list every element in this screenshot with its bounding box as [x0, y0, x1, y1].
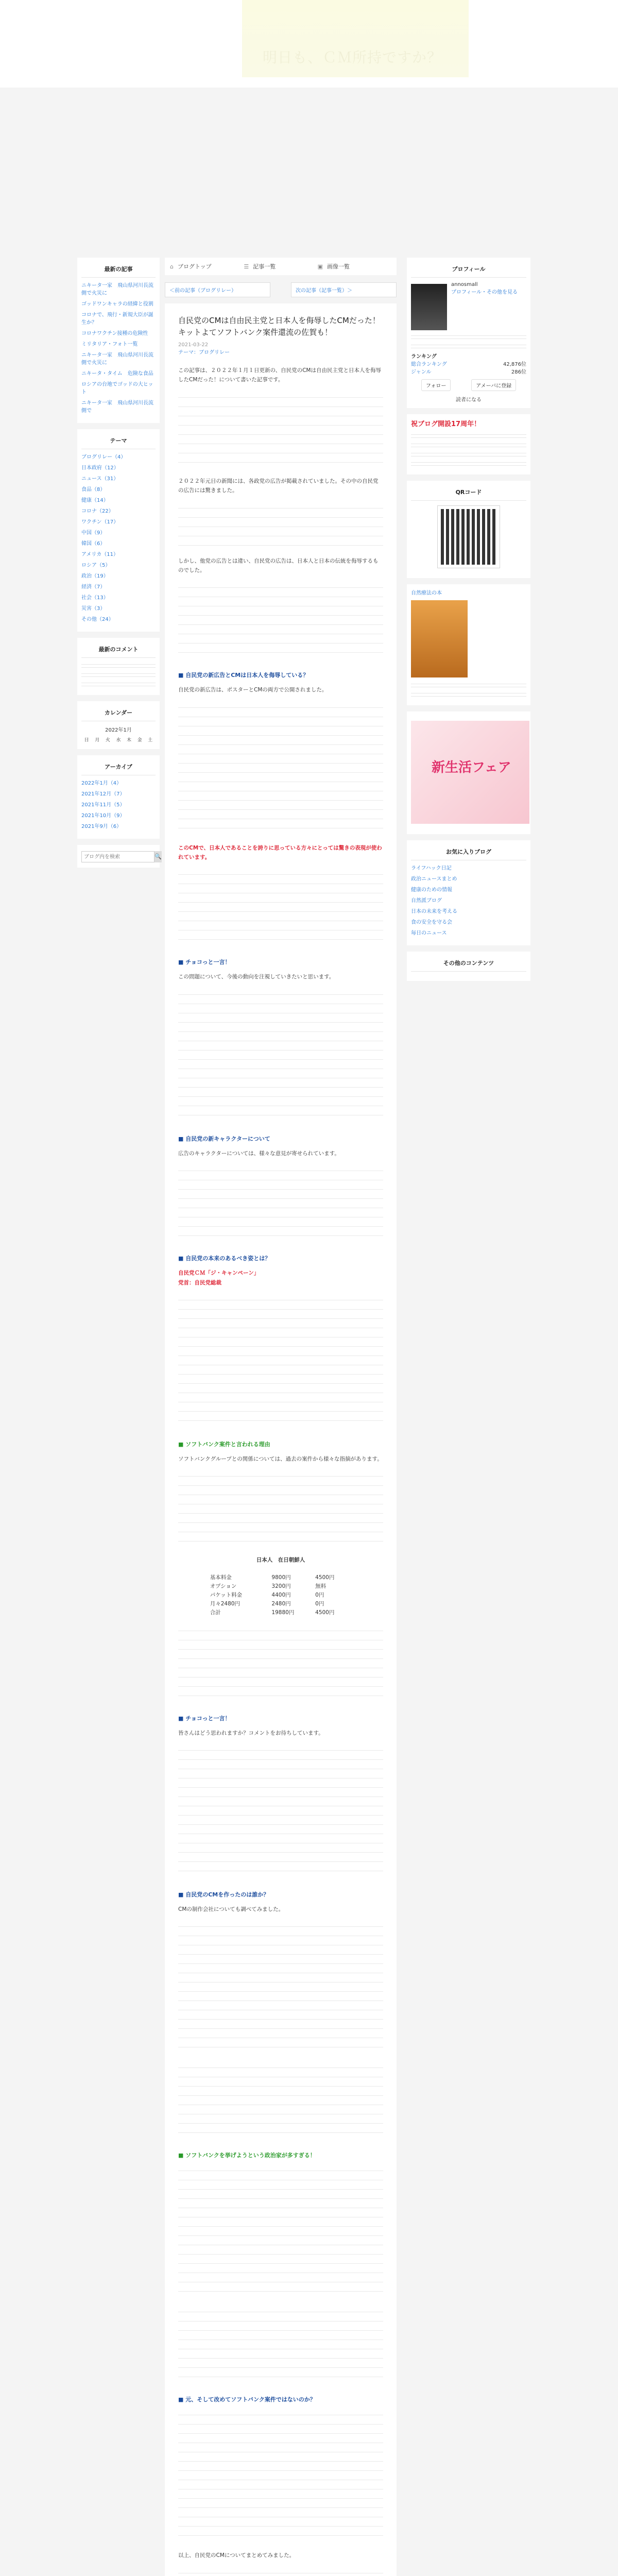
profile-name[interactable]: annosmall	[451, 282, 478, 287]
theme-link[interactable]: その他（24）	[81, 617, 114, 622]
main-column	[165, 258, 397, 2576]
favorite-blog-link[interactable]: 食の安全を守る会	[411, 920, 452, 925]
rank-total-row	[411, 360, 526, 367]
announcement-text	[411, 432, 526, 438]
blog-nav	[165, 258, 397, 275]
rank-genre-row	[411, 367, 526, 375]
section-heading: ■ チョコっと一言！	[178, 1715, 231, 1722]
cal-day-header: 金	[137, 738, 142, 743]
theme-link[interactable]: ロシア（5）	[81, 563, 111, 568]
theme-link[interactable]: 社会（13）	[81, 595, 109, 601]
recent-article-link[interactable]: ミリタリア・フォト一覧	[81, 342, 138, 347]
ad-box	[407, 711, 530, 834]
paragraph-block	[178, 392, 383, 469]
theme-link[interactable]: 中国（9）	[81, 530, 106, 536]
calendar-month: 2022年1月	[105, 727, 132, 733]
ad-banner-text: 新生活フェア	[432, 760, 511, 775]
paragraph-block	[178, 2568, 383, 2576]
cal-day-header: 日	[84, 738, 89, 743]
paragraph-block	[178, 1471, 383, 1548]
blog-search	[81, 851, 162, 862]
theme-link[interactable]: 健康（14）	[81, 498, 109, 503]
ranking-heading: ランキング	[411, 354, 437, 360]
paragraph: 自民党の新広告は、ポスターとCMの両方で公開されました。	[178, 687, 328, 693]
paragraph-block	[178, 503, 383, 549]
follow-button[interactable]: フォロー	[421, 379, 451, 391]
quote-block: 自民党ＣＭ「ジ・キャンペーン」 党首：自民党総裁	[178, 1270, 260, 1286]
book-box	[407, 584, 530, 705]
article-meta	[178, 342, 383, 355]
search-input[interactable]	[81, 851, 154, 862]
site-header	[0, 0, 618, 88]
profile-link[interactable]: プロフィール・その他を見る	[451, 290, 518, 295]
archive-link[interactable]: 2021年12月（7）	[81, 791, 125, 797]
right-sidebar	[407, 258, 530, 987]
paragraph-block	[178, 2307, 383, 2384]
paragraph-block	[178, 869, 383, 946]
theme-link[interactable]: 食品（8）	[81, 487, 106, 493]
article-body	[165, 303, 397, 2576]
follow-row	[411, 379, 526, 391]
profile-row	[411, 282, 526, 333]
favorite-blog-link[interactable]: 政治ニュースまとめ	[411, 876, 457, 882]
favorite-blog-link[interactable]: 毎日のニュース	[411, 930, 447, 936]
theme-link[interactable]: ブログリレー（4）	[81, 454, 126, 460]
theme-link[interactable]: 韓国（6）	[81, 541, 106, 547]
favorite-blog-link[interactable]: 日本の未来を考える	[411, 909, 457, 914]
section-heading: ■ ソフトバンクを挙げようという政治家が多すぎる！	[178, 2152, 316, 2159]
announcement-text	[411, 460, 526, 466]
calendar-table	[81, 735, 156, 744]
other-content-box	[407, 952, 530, 981]
paragraph: 以上、自民党のCMについてまとめてみました。	[178, 2552, 295, 2559]
paragraph: この問題について、今後の動向を注視していきたいと思います。	[178, 974, 335, 980]
article-theme[interactable]: テーマ：ブログリレー	[178, 350, 230, 355]
book-heading[interactable]: 自然療法の本	[411, 590, 442, 596]
table-row: 月々2480円 2480円 0円	[210, 1600, 324, 1607]
announcement-text	[411, 451, 526, 457]
calendar-heading: カレンダー	[81, 705, 156, 721]
paragraph: 皆さんはどう思われますか？コメントをお待ちしています。	[178, 1730, 324, 1736]
book-cover[interactable]	[411, 600, 468, 677]
paragraph: この記事は、２０２２年１月１日更新の、自民党のCMは自由民主党と日本人を侮辱したCMだった！について書いた記事です。	[178, 367, 381, 383]
theme-link[interactable]: 日本政府（12）	[81, 465, 119, 471]
paragraph-block	[178, 702, 383, 836]
archive-heading: アーカイブ	[81, 759, 156, 775]
theme-box	[77, 429, 160, 632]
recent-article-link[interactable]: ロシアの台地でゴッドの大ヒット	[81, 382, 153, 395]
qr-heading: QRコード	[411, 485, 526, 501]
rank-genre-label[interactable]: ジャンル	[411, 369, 432, 375]
rank-genre-value: 286位	[511, 369, 526, 375]
announcement-text	[411, 442, 526, 448]
nav-image-list[interactable]: ▣ 画像一覧	[317, 263, 350, 270]
book-text	[411, 682, 526, 688]
recent-article-link[interactable]: ニキータ一家 飛山県河川長流側で	[81, 400, 153, 414]
nav-article-list[interactable]: ☰ 記事一覧	[244, 263, 276, 270]
paragraph: しかし、他党の広告とは違い、自民党の広告は、日本人と日本の伝統を侮辱するものでした。	[178, 557, 379, 573]
paragraph: CMの制作会社についても調べてみました。	[178, 1906, 284, 1912]
article-pager	[165, 282, 397, 297]
table-row: オプション 3200円 無料	[210, 1583, 327, 1589]
qr-box	[407, 481, 530, 578]
article-title: 自民党のCMは自由民主党と日本人を侮辱したCMだった！キットよてソフトバンク案件還流の佐賀も！	[178, 316, 380, 337]
theme-link[interactable]: ニュース（31）	[81, 476, 119, 482]
recent-articles-heading: 最新の記事	[81, 262, 156, 278]
comment-text	[81, 681, 156, 687]
prev-article-link[interactable]: ＜前の記事（ブログリレー）	[165, 282, 270, 297]
profile-text	[411, 343, 526, 349]
recent-article-link[interactable]: ニキータ一家 飛山県河川長流側で火災に	[81, 283, 153, 296]
paragraph-block	[178, 2062, 383, 2140]
archive-link[interactable]: 2021年10月（9）	[81, 813, 125, 819]
cal-day-header: 土	[148, 738, 153, 743]
paragraph-block	[178, 1295, 383, 1429]
left-sidebar	[77, 258, 160, 874]
favorite-blog-link[interactable]: ライフハック日記	[411, 866, 452, 871]
avatar[interactable]	[411, 284, 447, 330]
other-content-heading: その他のコンテンツ	[411, 956, 526, 972]
paragraph-block	[178, 1745, 383, 1879]
comments-box	[77, 638, 160, 695]
rank-total-value: 42,876位	[503, 362, 526, 367]
favorite-blogs-box	[407, 840, 530, 945]
article-date: 2021-03-22	[178, 342, 209, 348]
qr-code	[438, 506, 500, 568]
section-heading: ■ 自民党の新キャラクターについて	[178, 1135, 270, 1142]
search-box	[77, 845, 160, 868]
cal-day-header: 木	[127, 738, 132, 743]
favorite-blog-link[interactable]: 自然派ブログ	[411, 898, 442, 904]
price-table-title: 日本人 在日朝鮮人	[256, 1557, 305, 1564]
recent-article-link[interactable]: ニキータ・タイム 危険な食品	[81, 371, 153, 377]
profile-text	[411, 333, 526, 340]
paragraph-block	[178, 1165, 383, 1243]
anniversary-heading: 祝ブログ開設17周年！	[411, 420, 481, 428]
section-heading: ■ チョコっと一言！	[178, 959, 231, 966]
app-follow-button[interactable]: アメーバに登録	[471, 379, 516, 391]
theme-link[interactable]: 災害（3）	[81, 606, 106, 612]
cal-day-header: 火	[105, 738, 110, 743]
recent-article-link[interactable]: ニキータ一家 飛山県河川長流側で火災に	[81, 352, 153, 366]
archive-link[interactable]: 2021年11月（5）	[81, 802, 125, 808]
recent-article-link[interactable]: コロナワクチン接種の危険性	[81, 331, 148, 336]
highlight-paragraph: このCMで、日本人であることを誇りに思っている方々にとっては驚きの表現が使われています。	[178, 844, 382, 860]
theme-link[interactable]: アメリカ（11）	[81, 552, 119, 557]
profile-heading: プロフィール	[411, 262, 526, 278]
archive-box	[77, 755, 160, 839]
favorite-blogs-heading: お気に入りブログ	[411, 844, 526, 860]
archive-link[interactable]: 2021年9月（6）	[81, 824, 122, 829]
calendar-box	[77, 701, 160, 749]
price-table	[209, 1572, 353, 1617]
paragraph: ソフトバンクグループとの関係については、過去の案件から様々な指摘があります。	[178, 1455, 383, 1462]
image-icon: ▣	[317, 263, 323, 270]
cal-day-header: 月	[95, 738, 100, 743]
list-icon: ☰	[244, 263, 249, 270]
theme-link[interactable]: 政治（19）	[81, 573, 109, 579]
site-title[interactable]: 明日も、ＣＭ所持ですか？	[263, 49, 442, 66]
section-heading: ■ 自民党のCMを作ったのは誰か？	[178, 1891, 269, 1898]
theme-link[interactable]: ワクチン（17）	[81, 519, 119, 525]
book-text	[411, 691, 526, 697]
theme-link[interactable]: 経済（7）	[81, 584, 106, 590]
section-heading: ■ 元、そして改めてソフトバンク案件ではないのか？	[178, 2396, 316, 2403]
comment-text	[81, 662, 156, 668]
paragraph-block	[178, 2410, 383, 2544]
comments-heading: 最新のコメント	[81, 642, 156, 658]
theme-link[interactable]: コロナ（22）	[81, 509, 114, 514]
table-row: パケット料金 4400円 0円	[210, 1591, 324, 1598]
paragraph-block	[178, 1625, 383, 1703]
paragraph-block	[178, 2165, 383, 2299]
archive-link[interactable]: 2022年1月（4）	[81, 781, 122, 786]
cal-day-header: 水	[116, 738, 121, 743]
section-heading: ■ 自民党の本来のあるべき姿とは？	[178, 1255, 271, 1262]
recent-articles-box	[77, 258, 160, 423]
next-article-link[interactable]: 次の記事（記事一覧）＞	[291, 282, 397, 297]
home-icon: ⌂	[170, 263, 174, 270]
rank-total-label[interactable]: 総合ランキング	[411, 362, 447, 367]
reader-button[interactable]: 読者になる	[456, 397, 482, 403]
favorite-blog-link[interactable]: 健康のための情報	[411, 887, 452, 893]
paragraph-block	[178, 582, 383, 659]
section-heading: ■ 自民党の新広告とCMは日本人を侮辱している？	[178, 672, 309, 679]
paragraph: 広告のキャラクターについては、様々な意見が寄せられています。	[178, 1150, 340, 1157]
recent-article-link[interactable]: コロナで、飛行・新規大臣が誕生か？	[81, 312, 153, 326]
ad-banner[interactable]	[411, 721, 529, 824]
theme-heading: テーマ	[81, 433, 156, 449]
recent-article-link[interactable]: ゴッドワンキャラの経緯と役割	[81, 301, 153, 307]
paragraph: ２０２２年元日の新聞には、各政党の広告が掲載されていました。その中の自民党の広告には驚きました。	[178, 478, 379, 494]
section-heading: ■ ソフトバンク案件と言われる理由	[178, 1440, 270, 1448]
paragraph-block	[178, 989, 383, 1123]
table-row: 合計 19880円 4500円	[210, 1609, 335, 1616]
search-icon[interactable]: 🔍	[154, 851, 162, 862]
profile-box	[407, 258, 530, 408]
paragraph-block	[178, 1921, 383, 2055]
nav-blog-top[interactable]: ⌂ ブログトップ	[170, 263, 212, 270]
table-row: 基本料金 9800円 4500円	[210, 1574, 335, 1581]
comment-text	[81, 671, 156, 677]
announcement-box	[407, 414, 530, 474]
